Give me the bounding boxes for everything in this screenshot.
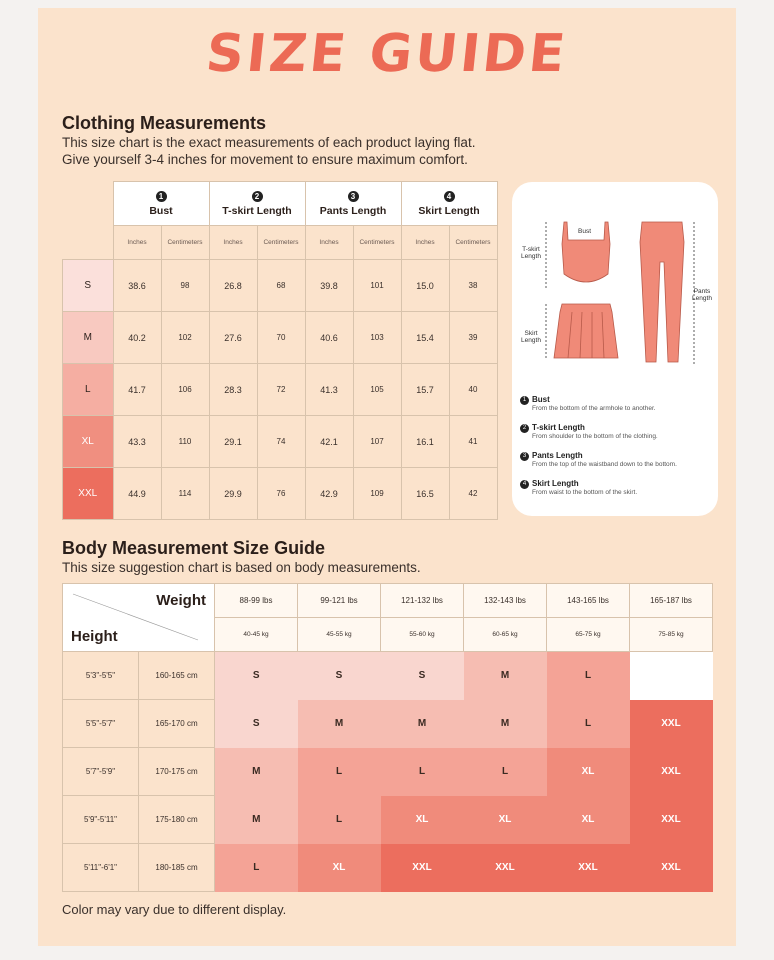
size-cell: XXL [547,844,630,892]
measurement-cell: 98 [161,260,209,312]
garment-diagram-panel [512,182,718,516]
unit-label: Centimeters [161,226,209,260]
clothing-heading: Clothing Measurements [62,113,267,133]
col-header-skirt: 4 Skirt Length [401,182,497,226]
size-cell: L [215,844,298,892]
size-cell: M [215,748,298,796]
measurement-cell: 44.9 [113,468,161,520]
measurement-cell: 70 [257,312,305,364]
size-cell: XXL [630,796,713,844]
size-cell: XL [464,796,547,844]
size-label: L [63,364,114,416]
measurement-cell: 15.4 [401,312,449,364]
measurement-cell: 110 [161,416,209,468]
measurement-cell: 40 [449,364,497,416]
diagram-label-bust: Bust [578,228,592,235]
table-row [63,364,498,416]
size-cell [630,652,713,700]
legend-item [520,396,656,413]
weight-kg: 60-65 kg [464,618,547,652]
measurement-cell: 27.6 [209,312,257,364]
size-cell: M [464,652,547,700]
measurement-cell: 28.3 [209,364,257,416]
measurement-cell: 41.7 [113,364,161,416]
body-heading: Body Measurement Size Guide [62,538,326,558]
measurement-cell: 114 [161,468,209,520]
body-sub: This size suggestion chart is based on body measurements. [62,560,421,575]
table-row [63,844,713,892]
size-cell: XL [298,844,381,892]
table-row [63,416,498,468]
weight-lbs: 143-165 lbs [547,584,630,618]
size-cell: L [547,700,630,748]
size-label: XL [63,416,114,468]
size-cell: XL [381,796,464,844]
size-label: M [63,312,114,364]
height-ft: 5'7"-5'9" [63,748,139,796]
size-cell: S [215,700,298,748]
measurement-cell: 40.2 [113,312,161,364]
unit-label: Centimeters [257,226,305,260]
table-row [63,700,713,748]
unit-label: Inches [305,226,353,260]
weight-kg: 65-75 kg [547,618,630,652]
diagram-label-skirt: Skirt Length [521,330,541,344]
legend-title: Bust [532,395,550,404]
legend-title: T-skirt Length [532,423,585,432]
size-cell: XXL [630,844,713,892]
legend-desc: From the top of the waistband down to the bottom. [532,461,677,468]
measurement-cell: 41 [449,416,497,468]
size-cell: M [215,796,298,844]
diagram-label-tskirt: T-skirt Length [521,246,541,260]
measurement-cell: 42 [449,468,497,520]
col-header-pants: 3 Pants Length [305,182,401,226]
col-header-tskirt: 2 T-skirt Length [209,182,305,226]
weight-lbs: 121-132 lbs [381,584,464,618]
size-cell: S [381,652,464,700]
weight-label: Weight [156,592,206,609]
legend-number: 4 [520,480,529,489]
weight-kg: 75-85 kg [630,618,713,652]
height-cm: 180-185 cm [139,844,215,892]
legend-number: 1 [520,396,529,405]
weight-kg: 40-45 kg [215,618,298,652]
table-row [63,260,498,312]
table-row [63,312,498,364]
legend-title: Pants Length [532,451,583,460]
measurement-cell: 102 [161,312,209,364]
size-cell: S [215,652,298,700]
size-cell: M [298,700,381,748]
diagram-label-pants: Pants Length [692,288,712,302]
clothing-sub2: Give yourself 3-4 inches for movement to ensure maximum comfort. [62,152,468,167]
measurement-cell: 107 [353,416,401,468]
legend-number: 2 [520,424,529,433]
size-cell: L [547,652,630,700]
measurement-cell: 43.3 [113,416,161,468]
legend-title: Skirt Length [532,479,579,488]
body-measurement-table [62,583,713,892]
measurement-cell: 29.1 [209,416,257,468]
unit-label: Inches [113,226,161,260]
measurement-cell: 105 [353,364,401,416]
legend-desc: From waist to the bottom of the skirt. [532,489,638,496]
legend-item [520,424,658,441]
measurement-cell: 15.7 [401,364,449,416]
size-cell: XL [547,796,630,844]
unit-label: Centimeters [449,226,497,260]
unit-label: Centimeters [353,226,401,260]
weight-kg: 55-60 kg [381,618,464,652]
measurement-cell: 38 [449,260,497,312]
legend-desc: From shoulder to the bottom of the clothing. [532,433,658,440]
height-ft: 5'5"-5'7" [63,700,139,748]
size-cell: M [381,700,464,748]
clothing-sub1: This size chart is the exact measurements of each product laying flat. [62,135,476,150]
measurement-cell: 72 [257,364,305,416]
weight-lbs: 88-99 lbs [215,584,298,618]
size-cell: XXL [630,748,713,796]
size-cell: M [464,700,547,748]
measurement-cell: 40.6 [305,312,353,364]
col-header-bust: 1 Bust [113,182,209,226]
measurement-cell: 101 [353,260,401,312]
measurement-cell: 42.1 [305,416,353,468]
legend-number: 3 [520,452,529,461]
unit-label: Inches [401,226,449,260]
size-label: S [63,260,114,312]
size-label: XXL [63,468,114,520]
skirt-icon [554,304,618,358]
size-cell: XL [547,748,630,796]
legend-desc: From the bottom of the armhole to another. [532,405,656,412]
measurement-cell: 42.9 [305,468,353,520]
height-label: Height [71,628,118,645]
measurement-cell: 16.1 [401,416,449,468]
height-ft: 5'9"-5'11" [63,796,139,844]
garment-diagram [512,182,718,382]
legend-item [520,452,677,469]
height-ft: 5'11"-6'1" [63,844,139,892]
page-title: SIZE GUIDE [203,24,571,84]
measurement-cell: 29.9 [209,468,257,520]
weight-lbs: 165-187 lbs [630,584,713,618]
measurement-cell: 26.8 [209,260,257,312]
size-cell: XXL [630,700,713,748]
weight-lbs: 99-121 lbs [298,584,381,618]
height-ft: 5'3"-5'5" [63,652,139,700]
table-row [63,468,498,520]
table-row [63,796,713,844]
size-cell: XXL [381,844,464,892]
measurement-cell: 16.5 [401,468,449,520]
measurement-cell: 15.0 [401,260,449,312]
height-cm: 160-165 cm [139,652,215,700]
measurement-cell: 109 [353,468,401,520]
measurement-cell: 103 [353,312,401,364]
weight-kg: 45-55 kg [298,618,381,652]
measurement-cell: 76 [257,468,305,520]
size-cell: L [464,748,547,796]
table-row [63,748,713,796]
measurement-cell: 39.8 [305,260,353,312]
leggings-icon [640,222,684,362]
measurement-cell: 38.6 [113,260,161,312]
table-row [63,652,713,700]
measurement-cell: 68 [257,260,305,312]
measurement-cell: 39 [449,312,497,364]
footer-note: Color may vary due to different display. [62,902,287,917]
size-cell: XXL [464,844,547,892]
height-cm: 165-170 cm [139,700,215,748]
measurement-cell: 106 [161,364,209,416]
unit-label: Inches [209,226,257,260]
height-cm: 175-180 cm [139,796,215,844]
size-cell: L [381,748,464,796]
clothing-measurements-table [62,181,498,520]
weight-height-corner [63,584,215,652]
size-cell: S [298,652,381,700]
size-cell: L [298,796,381,844]
weight-lbs: 132-143 lbs [464,584,547,618]
size-cell: L [298,748,381,796]
measurement-cell: 41.3 [305,364,353,416]
measurement-cell: 74 [257,416,305,468]
height-cm: 170-175 cm [139,748,215,796]
legend-item [520,480,637,497]
